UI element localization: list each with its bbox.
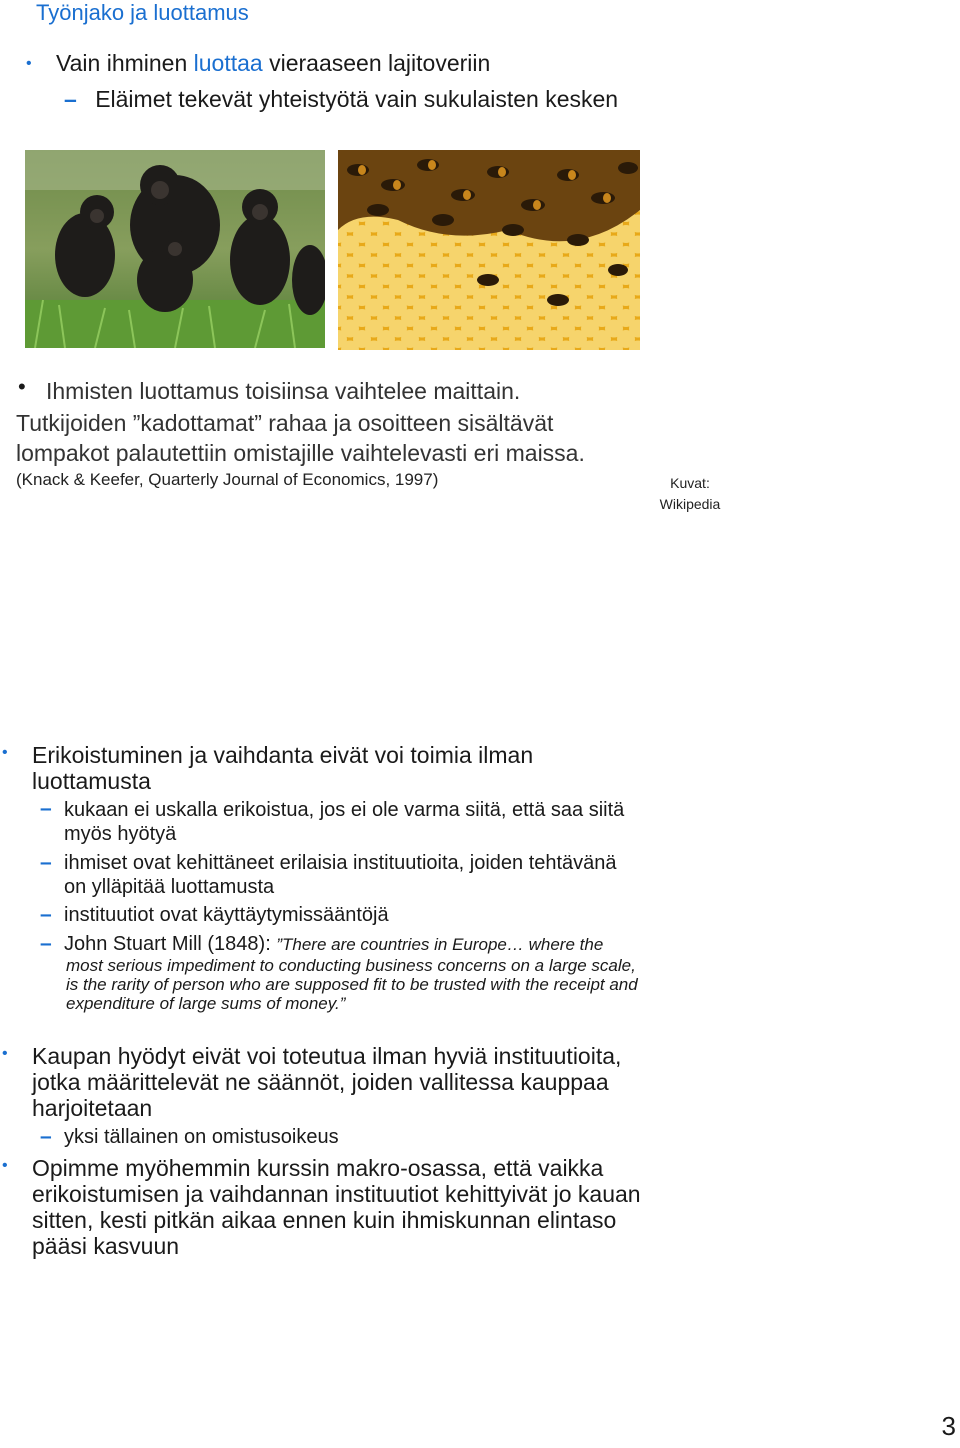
dash-marker: – <box>40 1125 52 1148</box>
s1-line-1: kukaan ei uskalla erikoistua, jos ei ole varma siitä, että saa siitä <box>64 799 625 821</box>
b1-line-2: luottamusta <box>32 768 151 794</box>
bullet-2-line-1: Ihmisten luottamus toisiinsa vaihtelee maittain. <box>46 378 521 404</box>
slide-title: Työnjako ja luottamus <box>36 0 249 25</box>
s1-line-2: myös hyötyä <box>64 823 177 845</box>
s2-line-1: ihmiset ovat kehittäneet erilaisia instituutioita, joiden tehtävänä <box>64 852 617 874</box>
highlight-word: luottaa <box>193 50 263 76</box>
s2-line-2: on ylläpitää luottamusta <box>64 876 275 898</box>
honeybee-photo <box>338 150 640 350</box>
bullet-dot: • <box>2 1157 8 1174</box>
quote-line-2: most serious impediment to conducting business concerns on a large scale, <box>66 956 636 975</box>
b2-line-3: harjoitetaan <box>32 1095 153 1121</box>
dash-marker: – <box>40 851 52 874</box>
s5-line: yksi tällainen on omistusoikeus <box>64 1126 339 1148</box>
dash-marker: – <box>40 932 52 955</box>
s4-line-1: John Stuart Mill (1848): ”There are countries in Europe… where the <box>64 933 604 955</box>
b3-line-4: pääsi kasvuun <box>32 1233 180 1259</box>
dash-marker: – <box>40 797 52 820</box>
bullet-dot-black: • <box>18 374 26 399</box>
b2-line-2: jotka määrittelevät ne säännöt, joiden vallitessa kauppaa <box>32 1069 609 1095</box>
bullet-dot: • <box>26 55 32 72</box>
b3-line-2: erikoistumisen ja vaihdannan instituutiot kehittyivät jo kauan <box>32 1181 641 1207</box>
bonobo-photo <box>25 150 325 348</box>
dash-marker: – <box>40 903 52 926</box>
citation: (Knack & Keefer, Quarterly Journal of Economics, 1997) <box>16 470 439 489</box>
image-credit: Kuvat: Wikipedia <box>659 475 721 512</box>
b3-line-1: Opimme myöhemmin kurssin makro-osassa, että vaikka <box>32 1155 604 1181</box>
bullet-dot: • <box>2 744 8 761</box>
quote-line-3: is the rarity of person who are supposed fit to be trusted with the receipt and <box>66 975 638 994</box>
page-number: 3 <box>941 1411 956 1441</box>
dash-marker: – <box>64 86 77 112</box>
b2-line-1: Kaupan hyödyt eivät voi toteutua ilman hyviä instituutioita, <box>32 1043 622 1069</box>
s3-line: instituutiot ovat käyttäytymissääntöjä <box>64 904 389 926</box>
bullet-2-line-2: Tutkijoiden ”kadottamat” rahaa ja osoitteen sisältävät <box>16 410 554 436</box>
b3-line-3: sitten, kesti pitkän aikaa ennen kuin ihmiskunnan elintaso <box>32 1207 617 1233</box>
quote-line-4: expenditure of large sums of money.” <box>66 994 346 1013</box>
bullet-dot: • <box>2 1045 8 1062</box>
bullet-2-line-3: lompakot palautettiin omistajille vaihtelevasti eri maissa. <box>16 440 585 466</box>
b1-line-1: Erikoistuminen ja vaihdanta eivät voi toimia ilman <box>32 742 534 768</box>
bullet-1: • Vain ihminen luottaa vieraaseen lajitoveriin <box>26 50 491 76</box>
sub-bullet-1: – Eläimet tekevät yhteistyötä vain sukulaisten kesken <box>64 86 619 112</box>
